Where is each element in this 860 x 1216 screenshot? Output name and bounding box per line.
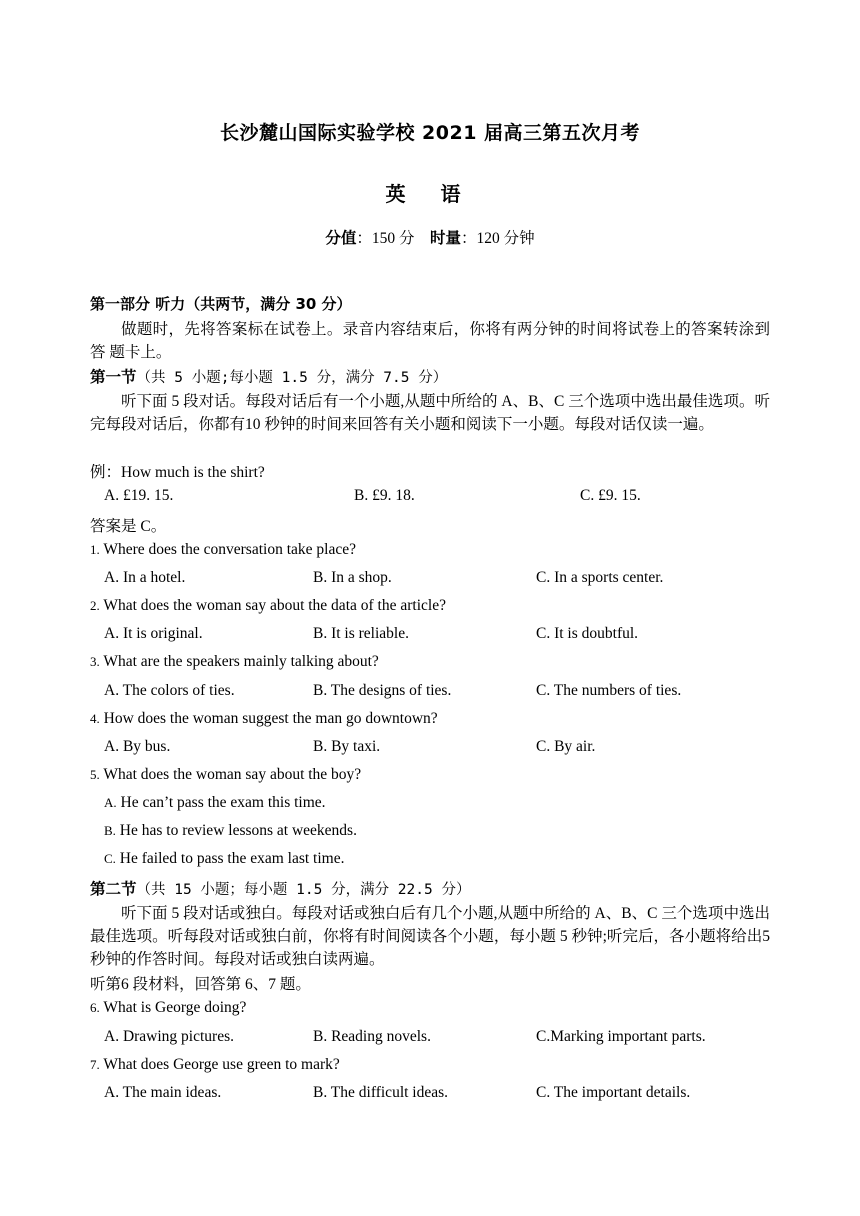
question-3-stem: 3. What are the speakers mainly talking about? bbox=[90, 653, 379, 670]
section2-instructions: 听下面 5 段对话或独白。每段对话或独白后有几个小题,从题中所给的 A、B、C 三个选项中选出最佳选项。听每段对话或独白前，你将有时间阅读各个小题，每小题 5 秒钟;听完后，各小题将给出5 秒钟的作答时间。每段对话或独白读两遍。 bbox=[90, 905, 770, 968]
question-4-stem: 4. How does the woman suggest the man go downtown? bbox=[90, 710, 438, 727]
example-answer: 答案是 C。 bbox=[90, 518, 167, 535]
q4-option-c: C. By air. bbox=[536, 738, 596, 755]
q5-option-b: B. He has to review lessons at weekends. bbox=[104, 822, 357, 839]
score-value: ：150 分 bbox=[356, 230, 415, 247]
score-time-line bbox=[0, 226, 860, 248]
section1-heading-line bbox=[90, 365, 447, 387]
q2-option-c: C. It is doubtful. bbox=[536, 625, 639, 642]
section2-heading: 第二节 bbox=[90, 880, 137, 898]
section1-instructions: 听下面 5 段对话。每段对话后有一个小题,从题中所给的 A、B、C 三个选项中选出最佳选项。听完每段对话后，你都有10 秒钟的时间来回答有关小题和阅读下一小题。每段对话仅读一遍。 bbox=[90, 393, 770, 433]
q3-option-b: B. The designs of ties. bbox=[313, 682, 452, 699]
q4-option-a: A. By bus. bbox=[104, 738, 171, 755]
q5-option-c: C. He failed to pass the exam last time. bbox=[104, 850, 345, 867]
subject-title: 英 语 bbox=[385, 182, 475, 206]
example-option-c: C. £9. 15. bbox=[580, 487, 641, 504]
section2-heading-line bbox=[90, 877, 470, 899]
example-option-a: A. £19. 15. bbox=[104, 487, 174, 504]
time-value: ：120 分钟 bbox=[461, 230, 535, 247]
q4-option-b: B. By taxi. bbox=[313, 738, 381, 755]
section1-note: （共 5 小题;每小题 1.5 分，满分 7.5 分） bbox=[136, 370, 448, 386]
example-option-b: B. £9. 18. bbox=[354, 487, 415, 504]
material-6-note: 听第6 段材料，回答第 6、7 题。 bbox=[90, 976, 311, 993]
q6-option-b: B. Reading novels. bbox=[313, 1028, 431, 1045]
q1-option-a: A. In a hotel. bbox=[104, 569, 186, 586]
q3-option-c: C. The numbers of ties. bbox=[536, 682, 682, 699]
q2-option-b: B. It is reliable. bbox=[313, 625, 409, 642]
question-2-stem: 2. What does the woman say about the data of the article? bbox=[90, 597, 446, 614]
question-6-stem: 6. What is George doing? bbox=[90, 999, 247, 1016]
question-5-stem: 5. What does the woman say about the boy? bbox=[90, 766, 362, 783]
q7-option-c: C. The important details. bbox=[536, 1084, 691, 1101]
q7-option-a: A. The main ideas. bbox=[104, 1084, 222, 1101]
q1-option-c: C. In a sports center. bbox=[536, 569, 664, 586]
score-label: 分值 bbox=[325, 229, 357, 247]
example-stem: 例：How much is the shirt? bbox=[90, 464, 265, 481]
q1-option-b: B. In a shop. bbox=[313, 569, 392, 586]
q5-option-a: A. He can’t pass the exam this time. bbox=[104, 794, 326, 811]
time-label: 时量 bbox=[430, 229, 462, 247]
q7-option-b: B. The difficult ideas. bbox=[313, 1084, 449, 1101]
exam-title: 长沙麓山国际实验学校 2021 届高三第五次月考 bbox=[219, 122, 641, 144]
part1-heading: 第一部分 听力（共两节，满分 30 分） bbox=[90, 295, 352, 313]
section1-heading: 第一节 bbox=[90, 368, 137, 386]
question-7-stem: 7. What does George use green to mark? bbox=[90, 1056, 340, 1073]
question-1-stem: 1. Where does the conversation take place? bbox=[90, 541, 356, 558]
q6-option-c: C.Marking important parts. bbox=[536, 1028, 706, 1045]
q2-option-a: A. It is original. bbox=[104, 625, 203, 642]
part1-intro: 做题时，先将答案标在试卷上。录音内容结束后，你将有两分钟的时间将试卷上的答案转涂到答 题卡上。 bbox=[90, 321, 770, 361]
q3-option-a: A. The colors of ties. bbox=[104, 682, 235, 699]
section2-note: （共 15 小题；每小题 1.5 分，满分 22.5 分） bbox=[136, 882, 471, 898]
q6-option-a: A. Drawing pictures. bbox=[104, 1028, 234, 1045]
